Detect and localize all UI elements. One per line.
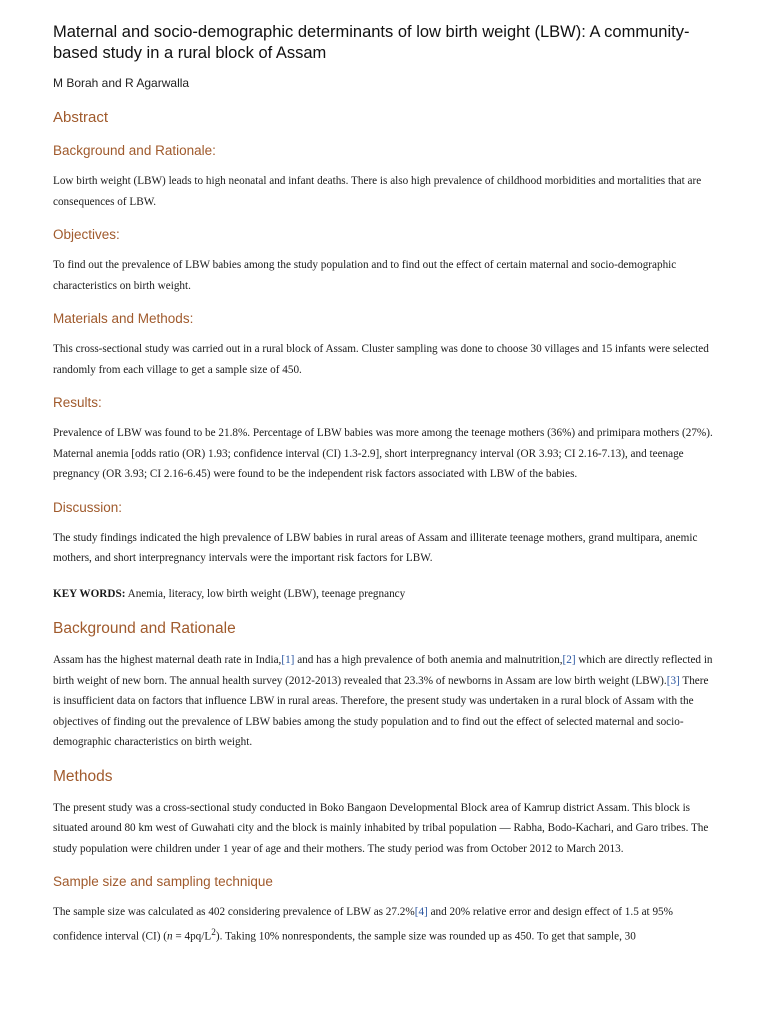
background-text-part: There is insufficient data on factors that influence LBW in rural areas. Therefore, the present study was undertaken in a rural block of Assam with the objectives of finding out the prevalence of LBW babies among the study population and to find out the effect of selected maternal and socio-demographic characteristics on birth weight.	[53, 674, 709, 748]
abstract-results-heading: Results:	[53, 395, 102, 410]
citation-link[interactable]: [4]	[414, 906, 428, 918]
background-text-part: which are directly reflected in birth weight of new born. The annual health survey (2012-2013) revealed that 23.3% of newborns in Assam are low birth weight (LBW).	[53, 654, 713, 687]
background-text-part: and has a high prevalence of both anemia and malnutrition,	[294, 654, 563, 666]
background-heading: Background and Rationale	[53, 620, 236, 637]
sample-text-part: and 20% relative error and design effect of 1.5 at 95% confidence interval (CI) (	[53, 906, 673, 943]
abstract-methods-heading: Materials and Methods:	[53, 311, 194, 326]
sample-text	[53, 902, 716, 947]
abstract-background-text: Low birth weight (LBW) leads to high neonatal and infant deaths. There is also high prevalence of childhood morbidities and mortalities that are consequences of LBW.	[53, 175, 702, 208]
abstract-objectives-heading: Objectives:	[53, 227, 120, 242]
abstract-methods-text: This cross-sectional study was carried out in a rural block of Assam. Cluster sampling was done to choose 30 villages and 15 infants were selected randomly from each village to get a sample size of 450.	[53, 343, 709, 376]
abstract-results-text: Prevalence of LBW was found to be 21.8%. Percentage of LBW babies was more among the teenage mothers (36%) and primipara mothers (27%). Maternal anemia [odds ratio (OR) 1.93; confidence interval (CI) 1.3-2.9], short interpregnancy interval (OR 3.93; CI 2.16-7.13), and teenage pregnancy (OR 3.93; CI 2.16-6.45) were found to be the independent risk factors associated with LBW of the babies.	[53, 427, 713, 480]
citation-link[interactable]: [2]	[562, 654, 576, 666]
sample-heading: Sample size and sampling technique	[53, 874, 273, 889]
citation-link[interactable]: [1]	[281, 654, 295, 666]
keywords	[53, 584, 716, 605]
article-authors: M Borah and R Agarwalla	[53, 76, 190, 90]
abstract-objectives-text: To find out the prevalence of LBW babies among the study population and to find out the effect of certain maternal and socio-demographic characteristics on birth weight.	[53, 259, 677, 292]
keywords-label: KEY WORDS:	[53, 587, 126, 600]
sample-text-part: ). Taking 10% nonrespondents, the sample size was rounded up as 450. To get that sample, 30	[215, 930, 636, 943]
abstract-heading: Abstract	[53, 109, 109, 126]
sample-text-part: = 4pq/L	[172, 930, 212, 943]
sample-text-part: The sample size was calculated as 402 considering prevalence of LBW as 27.2%	[53, 906, 415, 918]
methods-text: The present study was a cross-sectional study conducted in Boko Bangaon Developmental Block area of Kamrup district Assam. This block is situated around 80 km west of Guwahati city and the block is mainly inhabited by tribal population — Rabha, Bodo-Kachari, and Garo tribes. The study population were children under 1 year of age and their mothers. The study period was from October 2012 to March 2013.	[53, 801, 709, 855]
keywords-text: Anemia, literacy, low birth weight (LBW), teenage pregnancy	[127, 587, 406, 600]
abstract-background-heading: Background and Rationale:	[53, 143, 216, 158]
methods-heading: Methods	[53, 767, 113, 785]
abstract-discussion-heading: Discussion:	[53, 499, 123, 515]
background-text-part: Assam has the highest maternal death rate in India,	[53, 654, 282, 666]
formula-exponent: 2	[211, 927, 216, 938]
article-title: Maternal and socio-demographic determinants of low birth weight (LBW): A community-based study in a rural block of Assam	[53, 23, 690, 62]
formula-variable: n	[167, 930, 173, 943]
background-text	[53, 650, 716, 753]
citation-link[interactable]: [3]	[666, 674, 680, 687]
abstract-discussion-text: The study findings indicated the high prevalence of LBW babies in rural areas of Assam and illiterate teenage mothers, grand multipara, anemic mothers, and short interpregnancy intervals were the important risk factors for LBW.	[53, 531, 698, 564]
